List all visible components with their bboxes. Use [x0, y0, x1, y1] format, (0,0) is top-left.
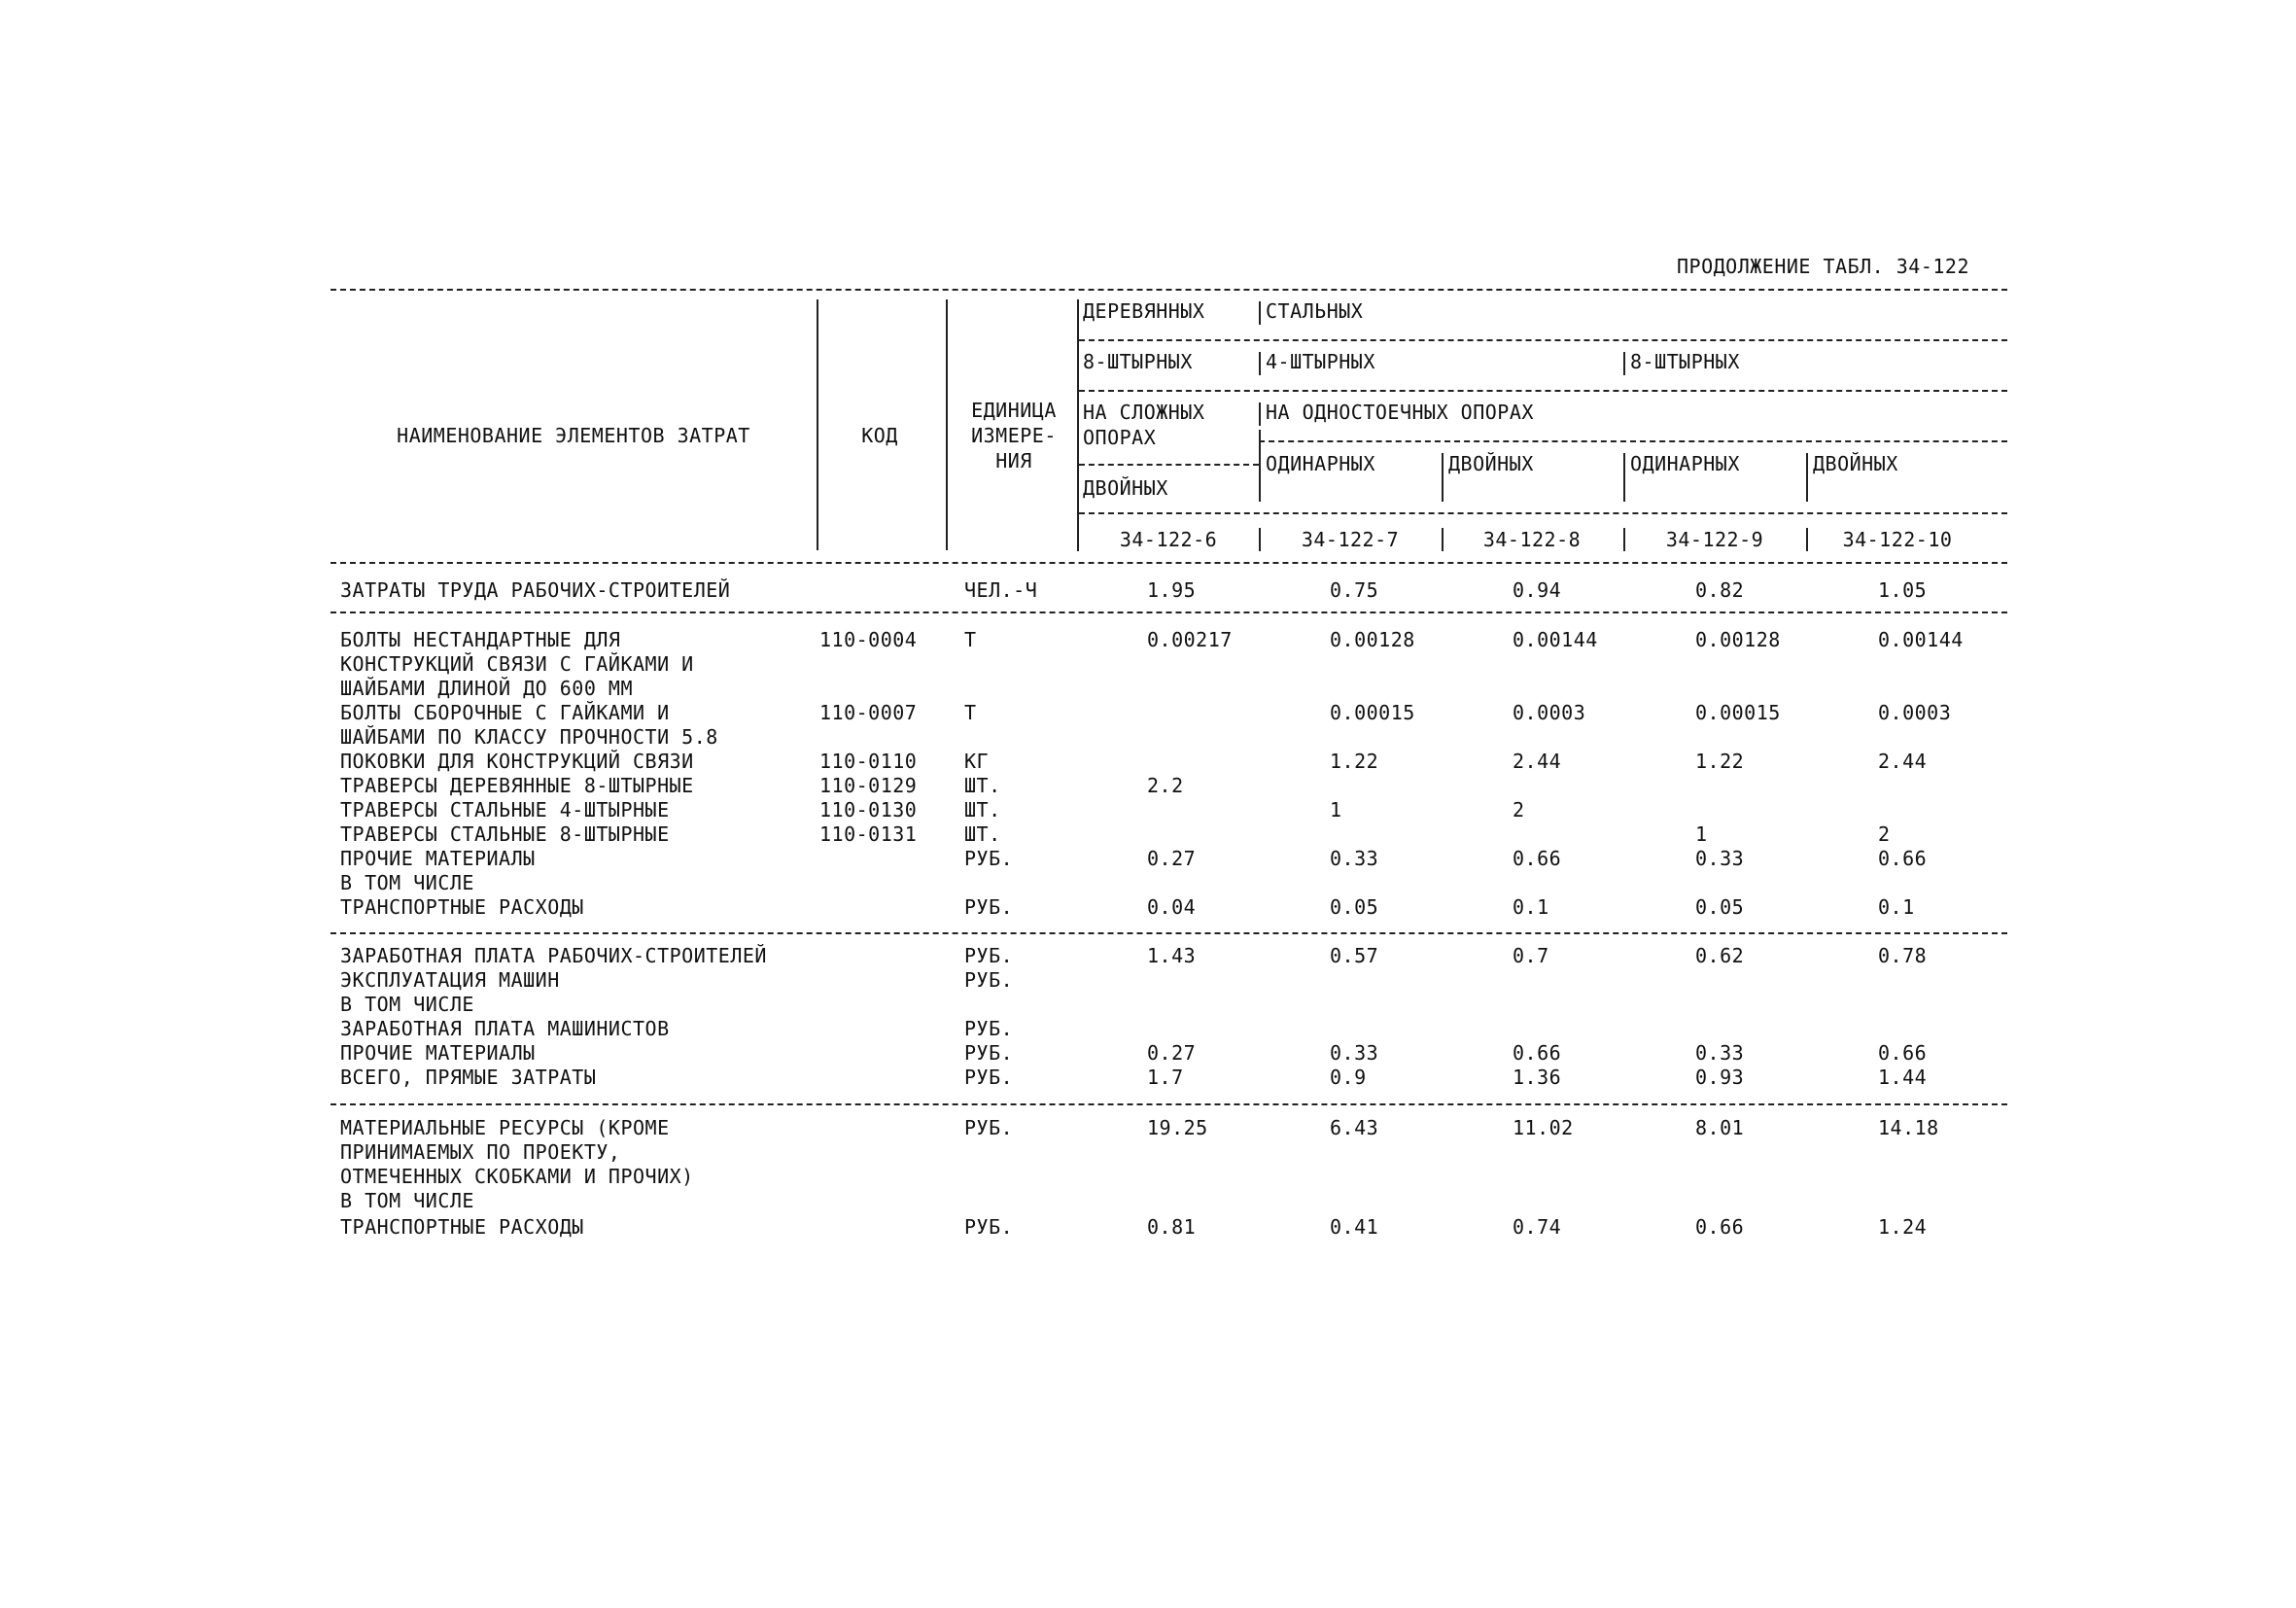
row-name: БОЛТЫ НЕСТАНДАРТНЫЕ ДЛЯ	[340, 628, 621, 651]
row-value-3: 2	[1513, 798, 1525, 821]
row-unit: РУБ.	[964, 895, 1014, 919]
row-unit: РУБ.	[964, 1066, 1014, 1089]
tick-code-1	[1077, 528, 1079, 551]
row-code: 110-0007	[819, 701, 918, 724]
continuation-title: ПРОДОЛЖЕНИЕ ТАБЛ. 34-122	[1677, 255, 1969, 278]
header-4pin: 4-ШТЫРНЫХ	[1266, 350, 1375, 373]
tick-single-post	[1259, 402, 1261, 426]
row-unit: Т	[964, 701, 977, 724]
row-value-1: 0.04	[1147, 895, 1197, 919]
row-value-4: 0.00015	[1695, 701, 1781, 724]
row-name: ТРАНСПОРТНЫЕ РАСХОДЫ	[340, 895, 584, 919]
row-name: ШАЙБАМИ ДЛИНОЙ ДО 600 ММ	[340, 677, 633, 700]
row-value-2: 0.05	[1330, 895, 1379, 919]
row-name: ПРОЧИЕ МАТЕРИАЛЫ	[340, 847, 536, 870]
row-value-3: 0.66	[1513, 1041, 1562, 1065]
row-name: ТРАНСПОРТНЫЕ РАСХОДЫ	[340, 1215, 584, 1239]
table-top-rule	[330, 289, 2007, 291]
header-code-1: 34-122-6	[1119, 528, 1218, 551]
row-value-5: 0.0003	[1878, 701, 1952, 724]
row-value-5: 0.66	[1878, 1041, 1928, 1065]
unit-values-divider	[1077, 299, 1079, 550]
row-code: 110-0130	[819, 798, 918, 821]
row-code: 110-0131	[819, 822, 918, 846]
row-value-1: 1.43	[1147, 944, 1197, 967]
header-rule-5	[1079, 512, 2007, 514]
row-value-2: 0.41	[1330, 1215, 1379, 1239]
row-value-5: 1.05	[1878, 578, 1928, 602]
row-unit: РУБ.	[964, 968, 1014, 992]
row-code: 110-0129	[819, 774, 918, 797]
row-value-1: 0.00217	[1147, 628, 1233, 651]
header-unit-1: ЕДИНИЦА	[971, 399, 1057, 422]
row-value-1: 1.95	[1147, 578, 1197, 602]
row-name: ОТМЕЧЕННЫХ СКОБКАМИ И ПРОЧИХ)	[340, 1165, 694, 1188]
row-unit: Т	[964, 628, 977, 651]
row-name: ТРАВЕРСЫ СТАЛЬНЫЕ 8-ШТЫРНЫЕ	[340, 822, 670, 846]
row-value-2: 0.00015	[1330, 701, 1415, 724]
row-name: ЗАРАБОТНАЯ ПЛАТА МАШИНИСТОВ	[340, 1017, 670, 1040]
row-value-3: 0.0003	[1513, 701, 1586, 724]
row-value-4: 1.22	[1695, 750, 1745, 773]
tick-code-5	[1806, 528, 1808, 551]
header-rule-1	[1079, 339, 2007, 341]
row-value-5: 1.44	[1878, 1066, 1928, 1089]
header-8pin-steel: 8-ШТЫРНЫХ	[1630, 350, 1740, 373]
row-value-5: 0.66	[1878, 847, 1928, 870]
row-name: ЗАРАБОТНАЯ ПЛАТА РАБОЧИХ-СТРОИТЕЛЕЙ	[340, 944, 767, 967]
row-value-5: 2.44	[1878, 750, 1928, 773]
row-value-5: 2	[1878, 822, 1891, 846]
code-unit-divider	[946, 299, 948, 550]
row-unit: РУБ.	[964, 944, 1014, 967]
row-unit: РУБ.	[964, 847, 1014, 870]
row-value-4: 0.82	[1695, 578, 1745, 602]
header-code-3: 34-122-8	[1482, 528, 1582, 551]
row-name: ШАЙБАМИ ПО КЛАССУ ПРОЧНОСТИ 5.8	[340, 725, 718, 749]
row-value-3: 0.74	[1513, 1215, 1562, 1239]
row-value-5: 0.78	[1878, 944, 1928, 967]
row-unit: РУБ.	[964, 1017, 1014, 1040]
header-unit-2: ИЗМЕРЕ-	[971, 424, 1057, 447]
header-wooden: ДЕРЕВЯННЫХ	[1083, 299, 1205, 323]
row-unit: КГ	[964, 750, 990, 773]
row-unit: РУБ.	[964, 1116, 1014, 1139]
row-value-4: 1	[1695, 822, 1708, 846]
row-value-1: 2.2	[1147, 774, 1184, 797]
row-value-2: 0.75	[1330, 578, 1379, 602]
tick-double-b	[1806, 453, 1808, 502]
header-double-a: ДВОЙНЫХ	[1448, 452, 1534, 475]
row-value-3: 0.7	[1513, 944, 1549, 967]
tick-complex-2	[1259, 430, 1261, 453]
row-unit: ШТ.	[964, 774, 1001, 797]
row-value-3: 1.36	[1513, 1066, 1562, 1089]
row-name: ПРИНИМАЕМЫХ ПО ПРОЕКТУ,	[340, 1140, 621, 1164]
row-name: В ТОМ ЧИСЛЕ	[340, 1189, 474, 1212]
row-value-2: 6.43	[1330, 1116, 1379, 1139]
row-name: ЗАТРАТЫ ТРУДА РАБОЧИХ-СТРОИТЕЛЕЙ	[340, 578, 731, 602]
row-value-4: 0.00128	[1695, 628, 1781, 651]
row-code: 110-0110	[819, 750, 918, 773]
header-code: КОД	[861, 424, 898, 447]
row-unit: ЧЕЛ.-Ч	[964, 578, 1038, 602]
row-value-3: 0.00144	[1513, 628, 1598, 651]
section-rule-1	[330, 612, 2007, 613]
row-value-5: 0.1	[1878, 895, 1915, 919]
tick-code-2	[1259, 528, 1261, 551]
tick-code-3	[1442, 528, 1444, 551]
row-value-4: 0.05	[1695, 895, 1745, 919]
header-complex-1: НА СЛОЖНЫХ	[1083, 401, 1205, 424]
header-single-a: ОДИНАРНЫХ	[1266, 452, 1375, 475]
tick-single-a	[1259, 453, 1261, 502]
row-unit: ШТ.	[964, 822, 1001, 846]
tick-double-a	[1442, 453, 1444, 502]
row-value-4: 0.33	[1695, 847, 1745, 870]
row-value-4: 0.93	[1695, 1066, 1745, 1089]
row-name: ТРАВЕРСЫ ДЕРЕВЯННЫЕ 8-ШТЫРНЫЕ	[340, 774, 694, 797]
row-unit: ШТ.	[964, 798, 1001, 821]
name-code-divider	[817, 299, 818, 550]
row-value-1: 1.7	[1147, 1066, 1184, 1089]
row-unit: РУБ.	[964, 1041, 1014, 1065]
row-value-5: 14.18	[1878, 1116, 1939, 1139]
row-name: ВСЕГО, ПРЯМЫЕ ЗАТРАТЫ	[340, 1066, 597, 1089]
row-value-1: 0.27	[1147, 1041, 1197, 1065]
header-double-wooden: ДВОЙНЫХ	[1083, 476, 1168, 500]
header-single-b: ОДИНАРНЫХ	[1630, 452, 1740, 475]
row-value-2: 0.00128	[1330, 628, 1415, 651]
header-double-b: ДВОЙНЫХ	[1813, 452, 1898, 475]
row-name: ТРАВЕРСЫ СТАЛЬНЫЕ 4-ШТЫРНЫЕ	[340, 798, 670, 821]
header-single-post: НА ОДНОСТОЕЧНЫХ ОПОРАХ	[1266, 401, 1534, 424]
header-unit-3: НИЯ	[995, 449, 1032, 472]
row-code: 110-0004	[819, 628, 918, 651]
row-value-5: 0.00144	[1878, 628, 1964, 651]
row-value-4: 0.66	[1695, 1215, 1745, 1239]
header-code-2: 34-122-7	[1301, 528, 1400, 551]
tick-steel	[1259, 301, 1261, 325]
row-name: МАТЕРИАЛЬНЫЕ РЕСУРСЫ (КРОМЕ	[340, 1116, 670, 1139]
header-bottom-rule	[330, 562, 2007, 564]
row-value-2: 0.57	[1330, 944, 1379, 967]
row-value-4: 8.01	[1695, 1116, 1745, 1139]
row-value-4: 0.33	[1695, 1041, 1745, 1065]
row-unit: РУБ.	[964, 1215, 1014, 1239]
row-value-2: 1.22	[1330, 750, 1379, 773]
header-rule-2	[1079, 390, 2007, 392]
tick-4pin	[1259, 352, 1261, 375]
row-value-2: 1	[1330, 798, 1342, 821]
row-value-5: 1.24	[1878, 1215, 1928, 1239]
row-value-2: 0.9	[1330, 1066, 1367, 1089]
row-value-3: 0.1	[1513, 895, 1549, 919]
row-value-1: 0.27	[1147, 847, 1197, 870]
header-name: НАИМЕНОВАНИЕ ЭЛЕМЕНТОВ ЗАТРАТ	[397, 424, 750, 447]
tick-code-4	[1623, 528, 1625, 551]
row-name: КОНСТРУКЦИЙ СВЯЗИ С ГАЙКАМИ И	[340, 652, 694, 676]
header-8pin-wooden: 8-ШТЫРНЫХ	[1083, 350, 1193, 373]
section-rule-3	[330, 1103, 2007, 1105]
section-rule-2	[330, 932, 2007, 934]
row-value-4: 0.62	[1695, 944, 1745, 967]
row-name: ПОКОВКИ ДЛЯ КОНСТРУКЦИЙ СВЯЗИ	[340, 750, 694, 773]
row-value-2: 0.33	[1330, 847, 1379, 870]
row-value-3: 2.44	[1513, 750, 1562, 773]
row-name: БОЛТЫ СБОРОЧНЫЕ С ГАЙКАМИ И	[340, 701, 670, 724]
row-name: В ТОМ ЧИСЛЕ	[340, 871, 474, 894]
tick-8pin	[1623, 352, 1625, 375]
tick-single-b	[1623, 453, 1625, 502]
header-rule-4	[1079, 464, 1259, 466]
header-code-5: 34-122-10	[1842, 528, 1953, 551]
header-rule-3	[1259, 440, 2007, 442]
row-value-1: 0.81	[1147, 1215, 1197, 1239]
header-complex-2: ОПОРАХ	[1083, 426, 1157, 449]
row-name: ПРОЧИЕ МАТЕРИАЛЫ	[340, 1041, 536, 1065]
row-value-3: 11.02	[1513, 1116, 1574, 1139]
row-value-2: 0.33	[1330, 1041, 1379, 1065]
row-name: ЭКСПЛУАТАЦИЯ МАШИН	[340, 968, 560, 992]
header-code-4: 34-122-9	[1665, 528, 1764, 551]
row-value-1: 19.25	[1147, 1116, 1208, 1139]
row-value-3: 0.94	[1513, 578, 1562, 602]
row-name: В ТОМ ЧИСЛЕ	[340, 993, 474, 1016]
row-value-3: 0.66	[1513, 847, 1562, 870]
header-steel: СТАЛЬНЫХ	[1266, 299, 1364, 323]
